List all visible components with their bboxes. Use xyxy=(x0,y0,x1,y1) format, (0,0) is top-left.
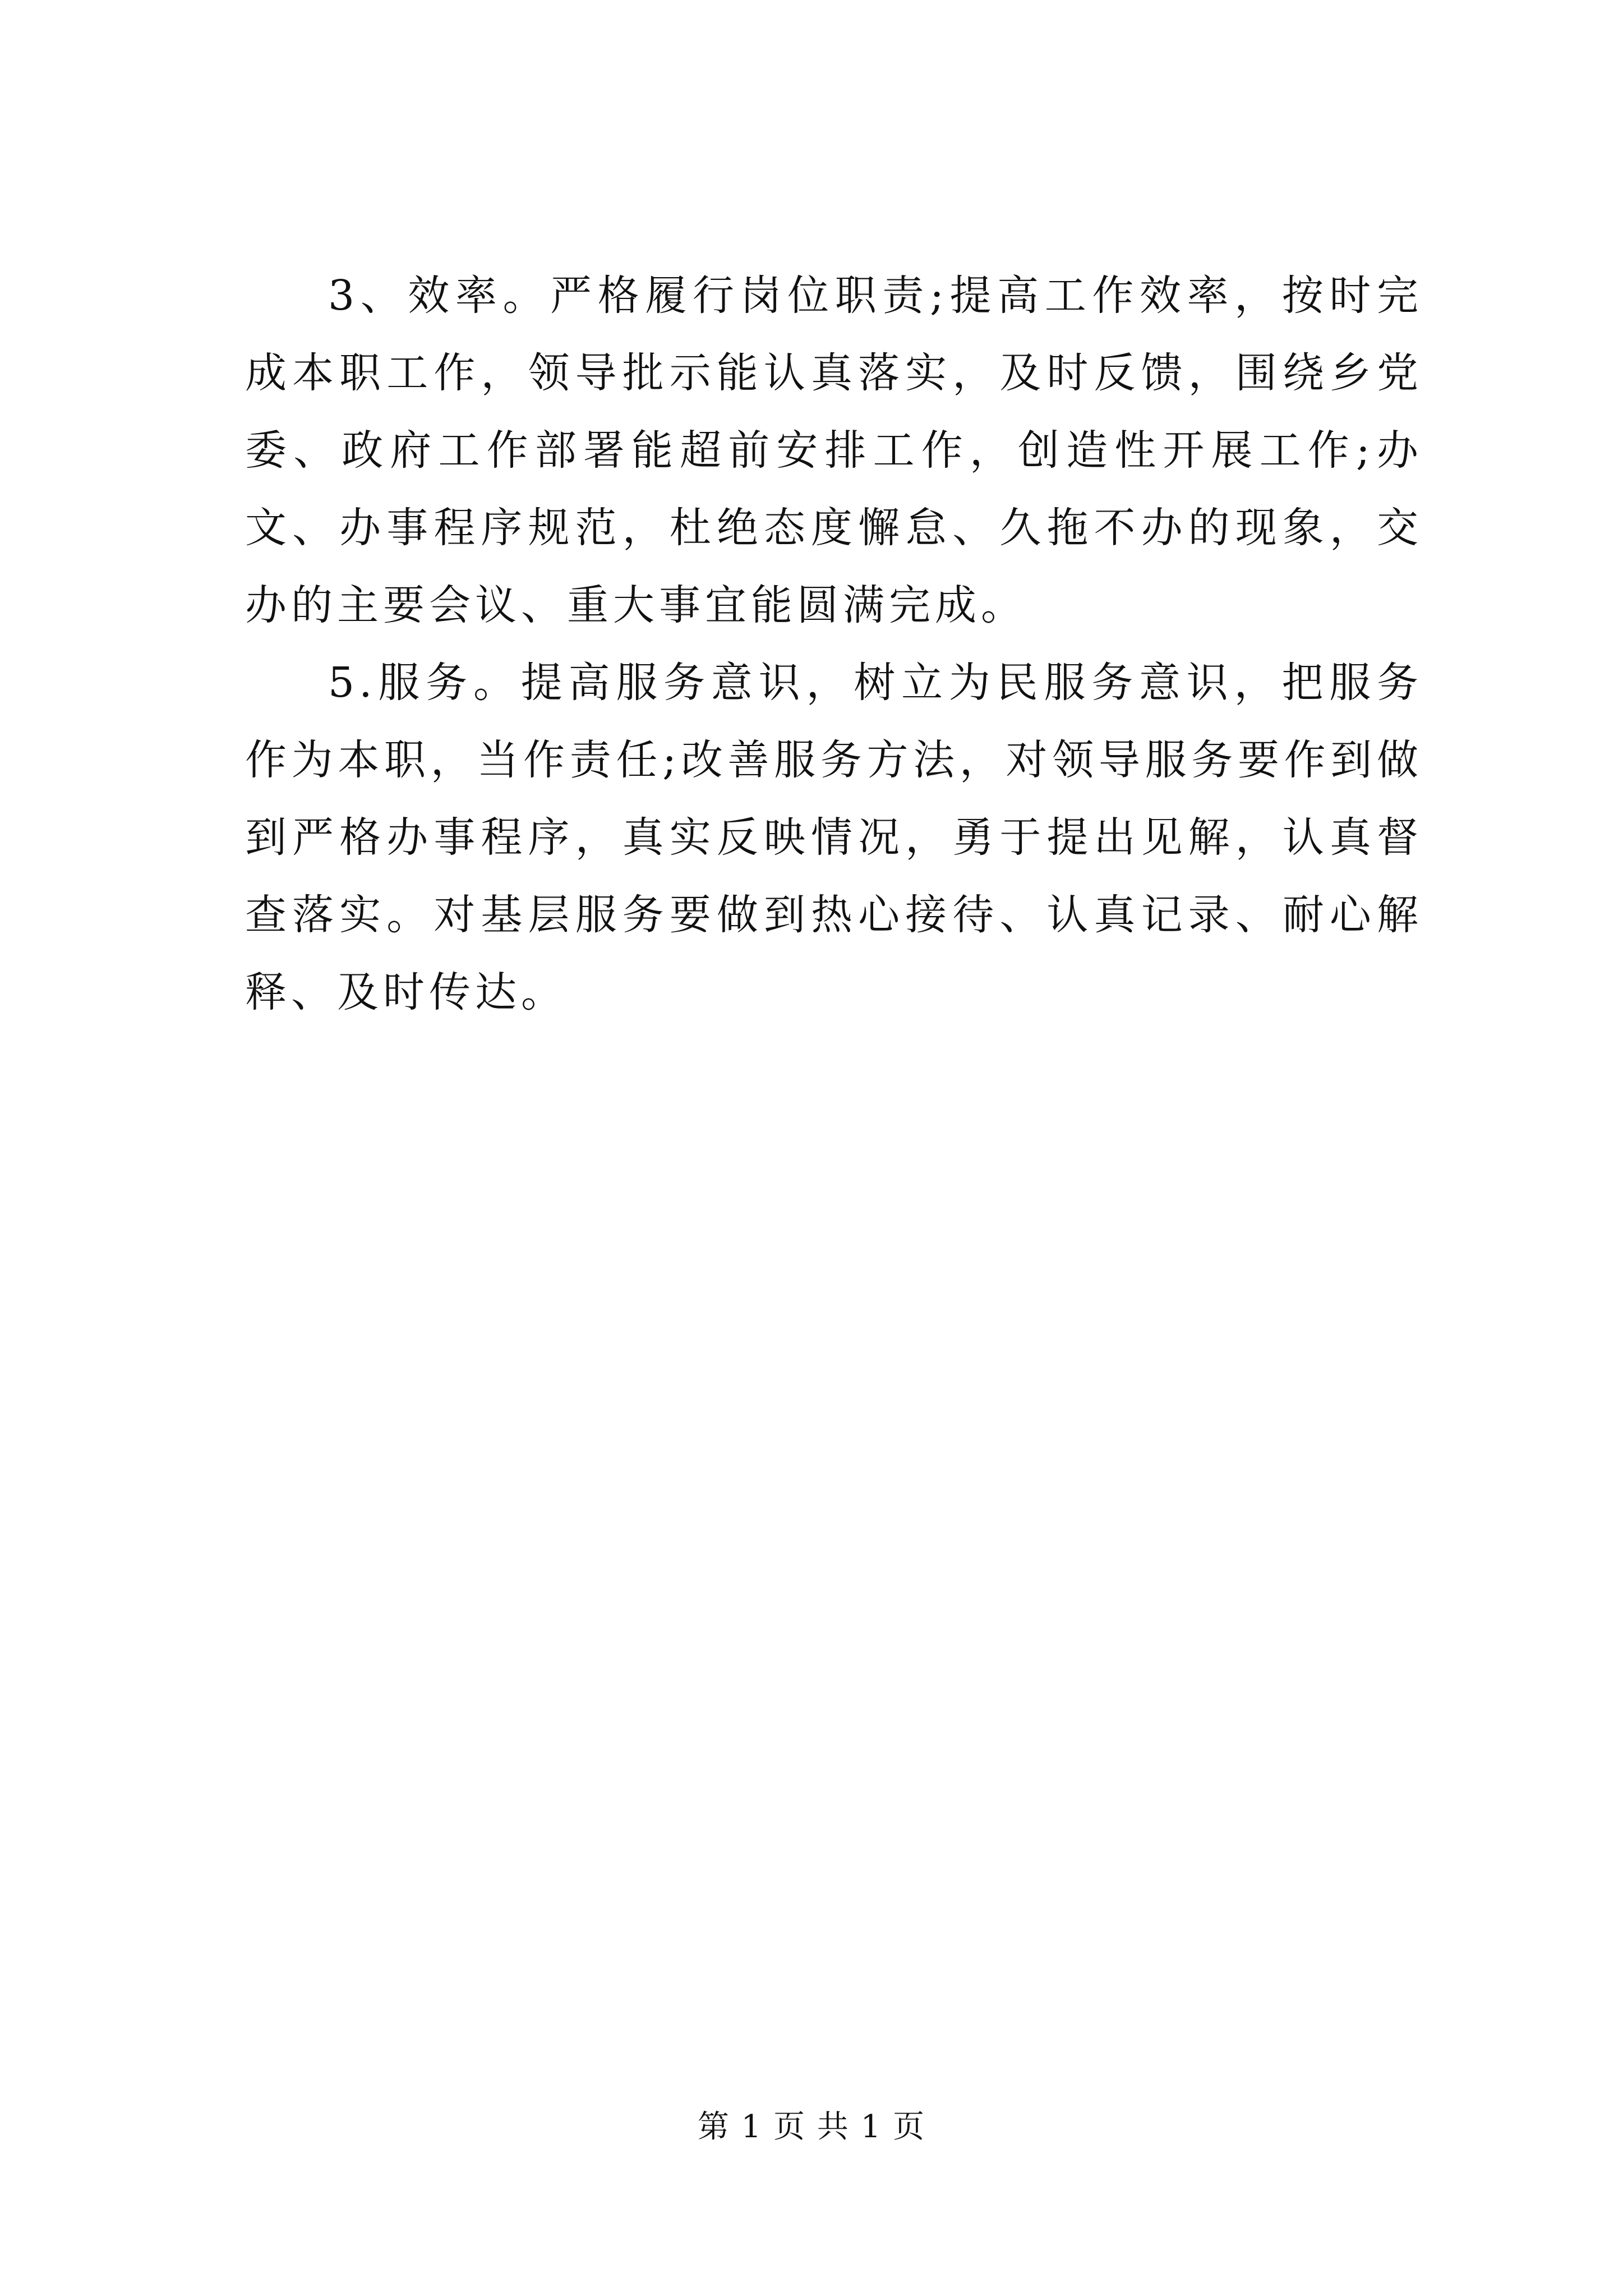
paragraph-service: 5.服务。提高服务意识，树立为民服务意识，把服务作为本职，当作责任;改善服务方法，对领导服务要作到做到严格办事程序，真实反映情况，勇于提出见解，认真督查落实。对基层服务要做到热心接待、认真记录、耐心解释、及时传达。 xyxy=(245,659,1423,1016)
paragraph-efficiency: 3、效率。严格履行岗位职责;提高工作效率，按时完成本职工作，领导批示能认真落实，及时反馈，围绕乡党委、政府工作部署能超前安排工作，创造性开展工作;办文、办事程序规范，杜绝态度懈怠、久拖不办的现象，交办的主要会议、重大事宜能圆满完成。 xyxy=(245,272,1423,629)
page-footer: 第 1 页 共 1 页 xyxy=(697,2109,926,2145)
document-body xyxy=(245,257,1423,1031)
